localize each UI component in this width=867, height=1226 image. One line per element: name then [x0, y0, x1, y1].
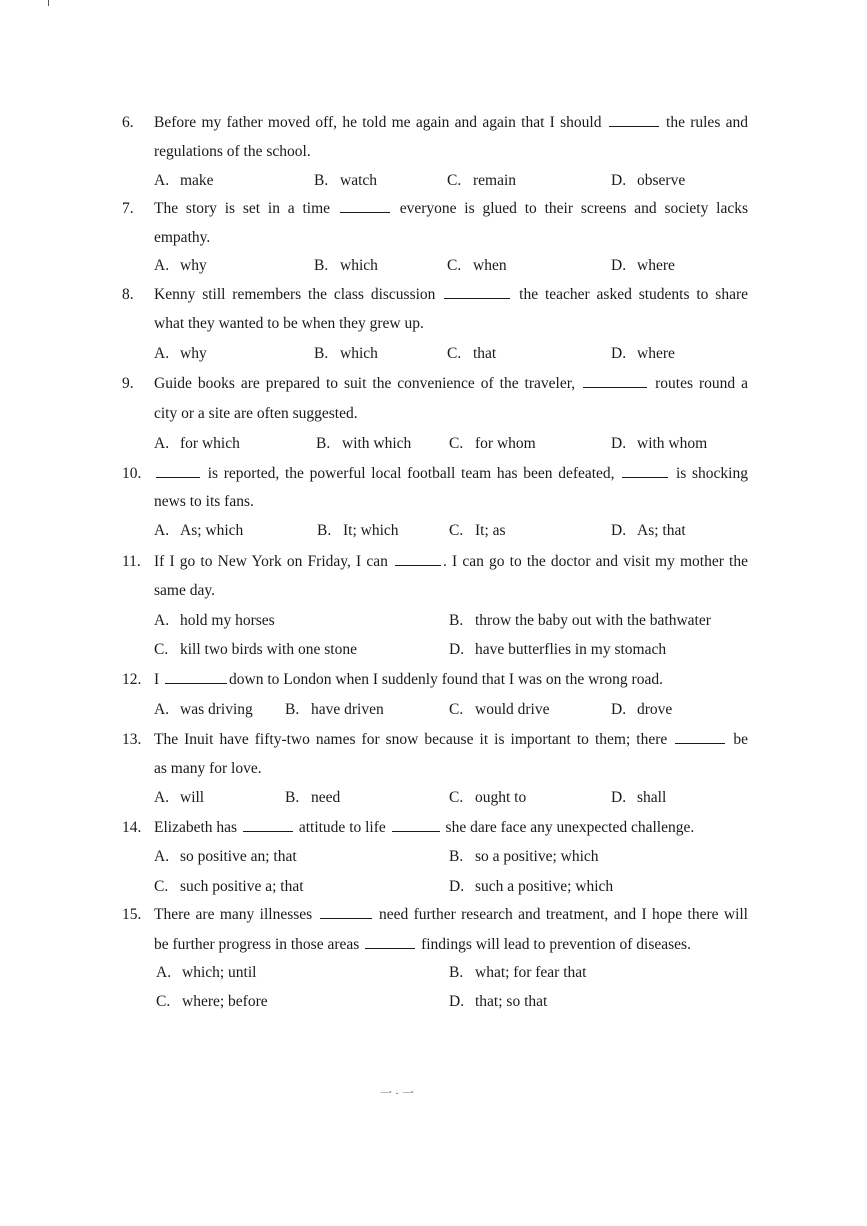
option-a: A. why [154, 345, 207, 362]
question-text-line: what they wanted to be when they grew up. [154, 315, 424, 332]
question-text-line: Guide books are prepared to suit the convenience of the traveler, routes round a [154, 375, 748, 392]
option-b: B. with which [316, 435, 412, 452]
option-d: D. such a positive; which [449, 878, 614, 895]
answer-blank [444, 297, 510, 299]
answer-blank [609, 125, 659, 127]
option-b: B. have driven [285, 701, 384, 718]
question-text-line: The story is set in a time everyone is glued to their screens and society lacks [154, 200, 749, 217]
option-c: C. where; before [156, 993, 268, 1010]
question-number: 14. [122, 819, 142, 836]
question-text-line: Kenny still remembers the class discussion the teacher asked students to share [154, 286, 748, 303]
option-d: D. have butterflies in my stomach [449, 641, 667, 658]
question-text-line: Elizabeth has attitude to life she dare face any unexpected challenge. [154, 819, 695, 836]
page-number: 一 · 一 [380, 1086, 414, 1100]
question-text-line: is reported, the powerful local football team has been defeated, is shocking [154, 465, 748, 483]
option-c: C. that [447, 345, 497, 362]
option-c: C. when [447, 257, 507, 274]
question-text-line: If I go to New York on Friday, I can . I can go to the doctor and visit my mother the [154, 553, 748, 570]
answer-blank [320, 917, 372, 919]
option-d: D. drove [611, 701, 673, 718]
option-b: B. throw the baby out with the bathwater [449, 612, 711, 629]
option-b: B. need [285, 789, 341, 806]
option-b: B. watch [314, 172, 378, 189]
question-number: 11. [122, 553, 141, 570]
answer-blank [365, 947, 415, 949]
answer-blank [156, 476, 200, 478]
option-a: A. why [154, 257, 207, 274]
option-b: B. which [314, 345, 378, 362]
option-a: A. so positive an; that [154, 848, 297, 865]
question-number: 13. [122, 731, 142, 748]
option-c: C. It; as [449, 522, 506, 539]
option-a: A. for which [154, 435, 240, 452]
option-c: C. ought to [449, 789, 527, 806]
question-text-line: regulations of the school. [154, 143, 311, 160]
answer-blank [675, 742, 725, 744]
option-a: A. will [154, 789, 205, 806]
option-c: C. remain [447, 172, 517, 189]
question-text-line: city or a site are often suggested. [154, 405, 358, 422]
option-b: B. which [314, 257, 378, 274]
option-d: D. where [611, 345, 675, 362]
question-text-line: Before my father moved off, he told me again and again that I should the rules and [154, 114, 748, 131]
question-text-line: same day. [154, 582, 215, 599]
option-d: D. where [611, 257, 675, 274]
answer-blank [395, 564, 441, 566]
answer-blank [243, 830, 293, 832]
option-d: D. shall [611, 789, 667, 806]
question-number: 8. [122, 286, 134, 303]
option-c: C. would drive [449, 701, 550, 718]
option-a: A. hold my horses [154, 612, 275, 629]
option-a: A. As; which [154, 522, 244, 539]
question-text-line: be further progress in those areas findings will lead to prevention of diseases. [154, 936, 691, 953]
question-number: 6. [122, 114, 134, 131]
answer-blank [392, 830, 440, 832]
question-text-line: I down to London when I suddenly found that I was on the wrong road. [154, 671, 663, 688]
question-number: 10. [122, 465, 142, 482]
option-d: D. observe [611, 172, 686, 189]
question-text-line: There are many illnesses need further research and treatment, and I hope there will [154, 906, 748, 923]
answer-blank [340, 211, 390, 213]
answer-blank [165, 682, 227, 684]
option-b: B. so a positive; which [449, 848, 599, 865]
answer-blank [622, 476, 668, 478]
question-text-line: news to its fans. [154, 493, 254, 510]
option-a: A. which; until [156, 964, 257, 981]
option-b: B. what; for fear that [449, 964, 587, 981]
question-number: 7. [122, 200, 134, 217]
question-text-line: The Inuit have fifty-two names for snow because it is important to them; there be [154, 731, 748, 748]
option-c: C. such positive a; that [154, 878, 304, 895]
option-c: C. for whom [449, 435, 536, 452]
question-number: 15. [122, 906, 142, 923]
question-number: 12. [122, 671, 142, 688]
question-number: 9. [122, 375, 134, 392]
question-text-line: as many for love. [154, 760, 262, 777]
option-d: D. that; so that [449, 993, 548, 1010]
answer-blank [583, 386, 647, 388]
option-c: C. kill two birds with one stone [154, 641, 357, 658]
option-d: D. with whom [611, 435, 708, 452]
option-d: D. As; that [611, 522, 686, 539]
option-a: A. make [154, 172, 214, 189]
question-text-line: empathy. [154, 229, 211, 246]
scan-mark [48, 0, 49, 6]
option-b: B. It; which [317, 522, 399, 539]
option-a: A. was driving [154, 701, 253, 718]
